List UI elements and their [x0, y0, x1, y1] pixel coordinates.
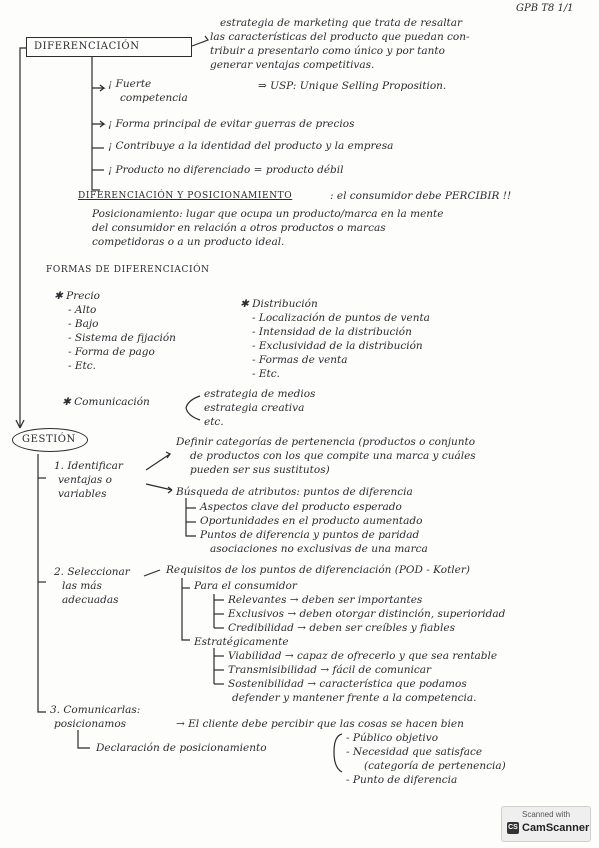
step1-line-2: ventajas o — [58, 474, 112, 486]
busqueda-atributos: Búsqueda de atributos: puntos de diferencia — [176, 486, 413, 498]
estrategia-item: Transmisibilidad → fácil de comunicar — [228, 664, 432, 676]
distribucion-item: - Localización de puntos de venta — [252, 312, 430, 324]
categoria-line-1: Definir categorías de pertenencia (productos o conjunto — [176, 436, 476, 448]
scanned-with-label: Scanned with — [521, 810, 571, 819]
step3-line-2: posicionamos — [54, 718, 127, 730]
point-competencia: competencia — [120, 92, 188, 104]
header-reference: GPB T8 1/1 — [516, 3, 574, 14]
comunicacion-item: estrategia de medios — [204, 388, 316, 400]
para-consumidor: Para el consumidor — [194, 580, 297, 592]
step2-line-1: 2. Seleccionar — [54, 566, 130, 578]
comunicacion-item: estrategia creativa — [204, 402, 305, 414]
step2-line-3: adecuadas — [62, 594, 119, 606]
camscanner-logo-icon: CS — [507, 822, 519, 834]
point-guerras-precios: ¡ Forma principal de evitar guerras de precios — [108, 118, 355, 130]
estrategia-item: Viabilidad → capaz de ofrecerlo y que sea rentable — [228, 650, 498, 662]
step1-line-1: 1. Identificar — [54, 460, 123, 472]
distribucion-item: - Etc. — [252, 368, 280, 380]
comunicacion-title: ✱ Comunicación — [62, 396, 150, 408]
estrategicamente: Estratégicamente — [194, 636, 289, 648]
busqueda-item: Aspectos clave del producto esperado — [200, 501, 402, 513]
point-producto-debil: ¡ Producto no diferenciado = producto débil — [108, 164, 344, 176]
definition-line-3: tribuir a presentarlo como único y por tanto — [210, 45, 445, 57]
definition-line-2: las características del producto que puedan con- — [210, 31, 470, 43]
distribucion-title: ✱ Distribución — [240, 298, 318, 310]
declaracion-posicionamiento: Declaración de posicionamiento — [96, 742, 267, 754]
precio-item: - Bajo — [68, 318, 99, 330]
precio-item: - Etc. — [68, 360, 96, 372]
busqueda-item: Puntos de diferencia y puntos de paridad — [200, 529, 420, 541]
declaracion-item: - Punto de diferencia — [346, 774, 458, 786]
comunicacion-item: etc. — [204, 416, 224, 428]
camscanner-badge — [501, 806, 591, 842]
definition-line-1: estrategia de marketing que trata de resaltar — [220, 17, 463, 29]
consumidor-item: Credibilidad → deben ser creíbles y fiables — [228, 622, 455, 634]
busqueda-item-cont: asociaciones no exclusivas de una marca — [210, 543, 428, 555]
point-identidad: ¡ Contribuye a la identidad del producto y la empresa — [108, 140, 394, 152]
formas-title: FORMAS DE DIFERENCIACIÓN — [46, 265, 210, 275]
posicionamiento-line-3: competidoras o a un producto ideal. — [92, 236, 285, 248]
camscanner-label: CamScanner — [522, 822, 590, 834]
gestion-title: GESTIÓN — [22, 434, 76, 445]
posicionamiento-title-rest: : el consumidor debe PERCIBIR !! — [330, 190, 512, 202]
declaracion-item: - Público objetivo — [346, 732, 439, 744]
precio-item: - Alto — [68, 304, 97, 316]
distribucion-item: - Exclusividad de la distribución — [252, 340, 423, 352]
precio-item: - Forma de pago — [68, 346, 155, 358]
posicionamiento-line-1: Posicionamiento: lugar que ocupa un producto/marca en la mente — [92, 208, 444, 220]
precio-item: - Sistema de fijación — [68, 332, 176, 344]
step1-line-3: variables — [58, 488, 107, 500]
categoria-line-2: de productos con los que compite una marca y cuáles — [190, 450, 476, 462]
definition-line-4: generar ventajas competitivas. — [210, 59, 375, 71]
declaracion-item-cont: (categoría de pertenencia) — [364, 760, 506, 772]
diferenciacion-title: DIFERENCIACIÓN — [34, 41, 140, 52]
busqueda-item: Oportunidades en el producto aumentado — [200, 515, 423, 527]
point-fuerte: ¡ Fuerte — [108, 78, 152, 90]
declaracion-item: - Necesidad que satisface — [346, 746, 483, 758]
requisitos: Requisitos de los puntos de diferenciación (POD - Kotler) — [166, 564, 470, 576]
estrategia-item: Sostenibilidad → característica que podamos — [228, 678, 467, 690]
distribucion-item: - Formas de venta — [252, 354, 348, 366]
estrategia-item-cont: defender y mantener frente a la competencia. — [232, 692, 477, 704]
categoria-line-3: pueden ser sus sustitutos) — [190, 464, 330, 476]
consumidor-item: Exclusivos → deben otorgar distinción, superioridad — [228, 608, 506, 620]
posicionamiento-line-2: del consumidor en relación a otros productos o marcas — [92, 222, 386, 234]
consumidor-item: Relevantes → deben ser importantes — [228, 594, 423, 606]
distribucion-item: - Intensidad de la distribución — [252, 326, 412, 338]
precio-title: ✱ Precio — [54, 290, 100, 302]
posicionamiento-title: DIFERENCIACIÓN Y POSICIONAMIENTO — [78, 191, 293, 201]
cliente-percibir: → El cliente debe percibir que las cosas se hacen bien — [176, 718, 464, 730]
usp-note: ⇒ USP: Unique Selling Proposition. — [258, 80, 447, 92]
step2-line-2: las más — [62, 580, 102, 592]
step3-line-1: 3. Comunicarlas: — [50, 704, 141, 716]
